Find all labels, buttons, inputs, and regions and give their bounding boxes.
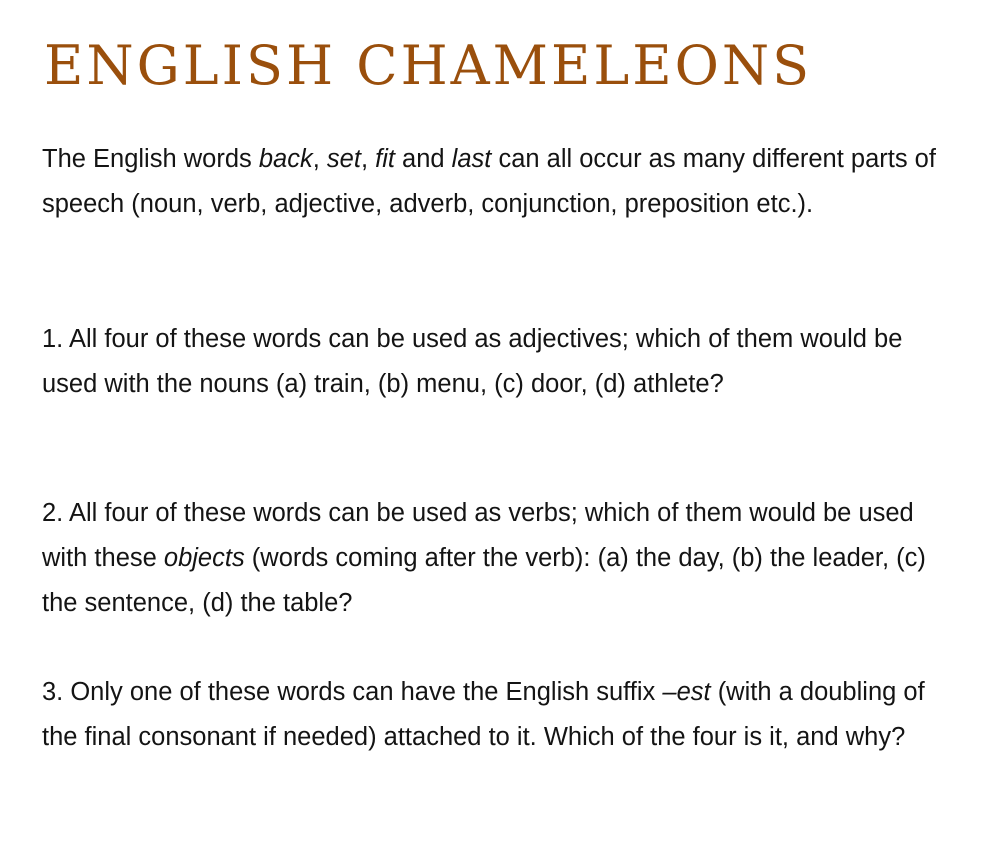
question-2-word-objects: objects	[163, 544, 245, 572]
intro-text-3: ,	[360, 145, 376, 173]
intro-word-fit: fit	[375, 145, 395, 173]
question-2	[42, 491, 962, 626]
question-3-text-2: (with a doubling of the final consonant if needed) attached to it. Which of the four is it, and why?	[42, 678, 925, 751]
question-3-suffix-est: –est	[662, 678, 711, 706]
page-title: ENGLISH CHAMELEONS	[44, 34, 813, 97]
question-2-text-2: (words coming after the verb): (a) the day, (b) the leader, (c) the sentence, (d) the table?	[42, 544, 926, 617]
intro-text-5: can all occur as many different parts of speech (noun, verb, adjective, adverb, conjunction, preposition etc.).	[42, 145, 936, 218]
intro-text-1: The English words	[42, 145, 259, 173]
intro-word-back: back	[258, 145, 313, 173]
question-1	[42, 317, 962, 407]
intro-word-last: last	[451, 145, 492, 173]
question-3	[42, 670, 962, 760]
intro-text-2: ,	[312, 145, 327, 173]
intro-text-4: and	[394, 145, 452, 173]
question-2-text-1: 2. All four of these words can be used as verbs; which of them would be used with these	[42, 499, 914, 572]
intro-word-set: set	[326, 145, 361, 173]
question-1-text: 1. All four of these words can be used as adjectives; which of them would be used with the nouns (a) train, (b) menu, (c) door, (d) athlete?	[42, 325, 903, 398]
intro-paragraph	[42, 137, 962, 227]
question-3-text-1: 3. Only one of these words can have the English suffix	[42, 678, 663, 706]
